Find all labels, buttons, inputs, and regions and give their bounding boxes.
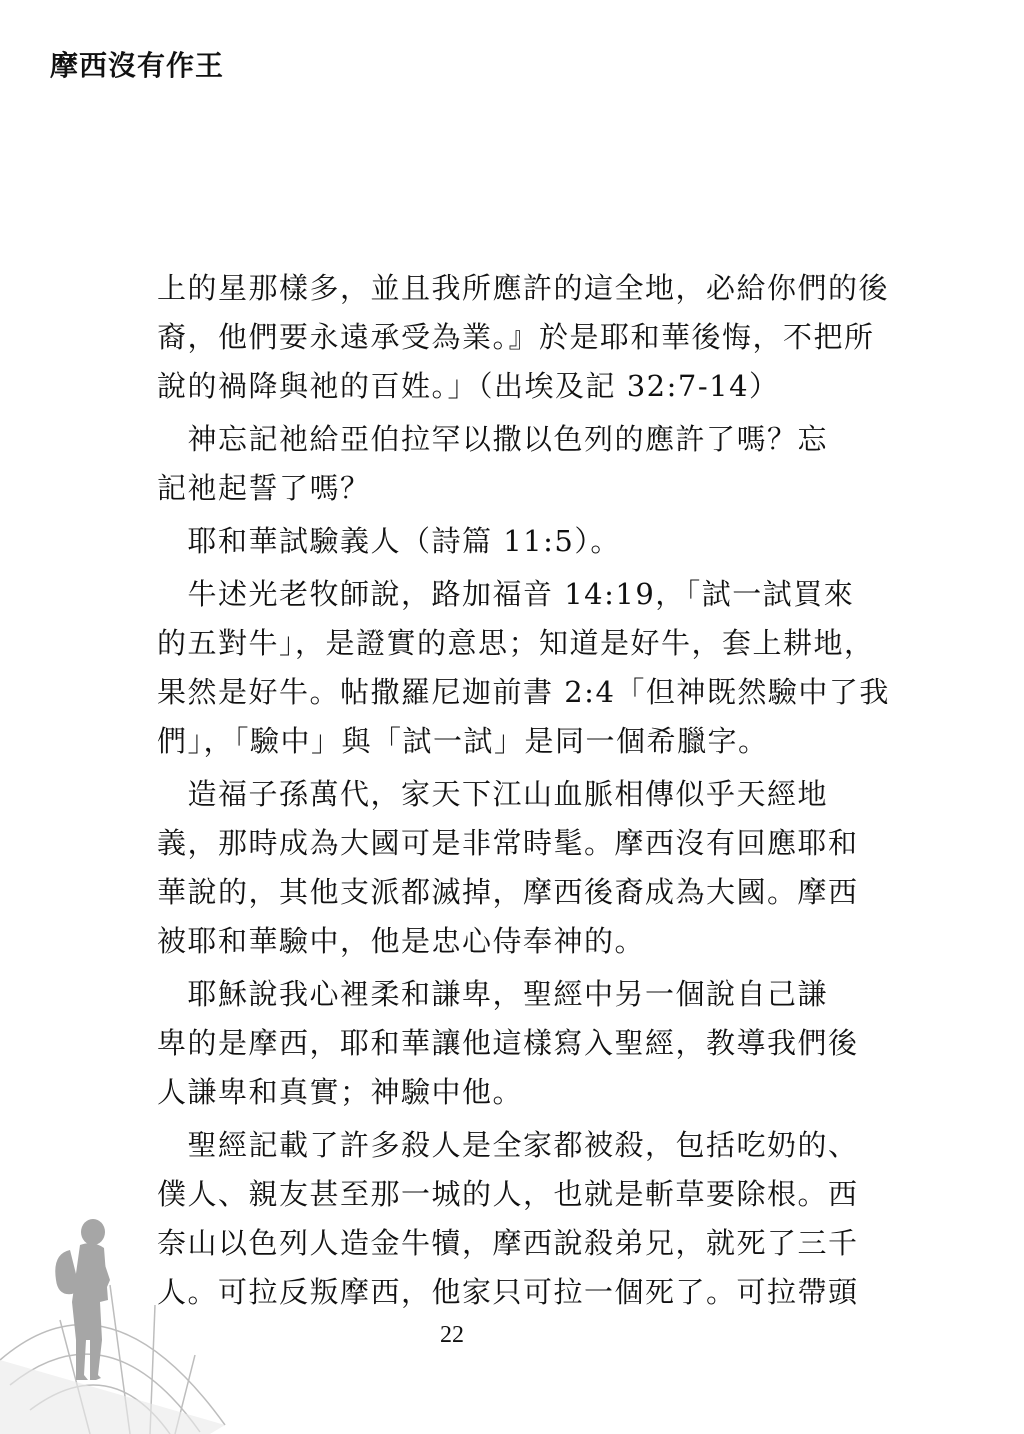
text-line: 裔，他們要永遠承受為業。』於是耶和華後悔，不把所	[157, 320, 875, 354]
body-text	[157, 264, 890, 1317]
paragraph	[157, 517, 857, 566]
text-line: 果然是好牛。帖撒羅尼迦前書 2:4「但神既然驗中了我	[157, 675, 890, 709]
text-line: 僕人、親友甚至那一城的人，也就是斬草要除根。西	[157, 1177, 859, 1211]
text-line: 們」，「驗中」與「試一試」是同一個希臘字。	[157, 724, 769, 758]
text-line: 神忘記祂給亞伯拉罕以撒以色列的應許了嗎？忘	[157, 422, 829, 456]
text-line: 牛述光老牧師說，路加福音 14:19，「試一試買來	[157, 577, 855, 611]
text-line: 耶穌說我心裡柔和謙卑，聖經中另一個說自己謙	[157, 977, 829, 1011]
paragraph	[157, 970, 857, 1117]
paragraph	[157, 1121, 857, 1317]
text-line: 義，那時成為大國可是非常時髦。摩西沒有回應耶和	[157, 826, 859, 860]
paragraph	[157, 415, 857, 513]
text-line: 造福子孫萬代，家天下江山血脈相傳似乎天經地	[157, 777, 829, 811]
text-line: 人。可拉反叛摩西，他家只可拉一個死了。可拉帶頭	[157, 1275, 859, 1309]
page-number: 22	[440, 1322, 464, 1348]
text-line: 人謙卑和真實；神驗中他。	[157, 1075, 524, 1109]
text-line: 上的星那樣多，並且我所應許的這全地，必給你們的後	[157, 271, 890, 305]
running-head-title: 摩西沒有作王	[50, 49, 225, 82]
paragraph	[157, 570, 890, 766]
text-line: 奈山以色列人造金牛犢，摩西說殺弟兄，就死了三千	[157, 1226, 859, 1260]
paragraph	[157, 264, 890, 411]
paragraph	[157, 770, 857, 966]
text-line: 卑的是摩西，耶和華讓他這樣寫入聖經，教導我們後	[157, 1026, 859, 1060]
hiker-silhouette-illustration	[0, 1210, 240, 1434]
text-line: 說的禍降與祂的百姓。」（出埃及記 32:7-14）	[157, 369, 780, 403]
text-line: 耶和華試驗義人（詩篇 11:5）。	[157, 524, 621, 558]
text-line: 的五對牛」，是證實的意思；知道是好牛，套上耕地，	[157, 626, 875, 660]
text-line: 被耶和華驗中，他是忠心侍奉神的。	[157, 924, 646, 958]
text-line: 華說的，其他支派都滅掉，摩西後裔成為大國。摩西	[157, 875, 859, 909]
text-line: 記祂起誓了嗎？	[157, 471, 371, 505]
text-line: 聖經記載了許多殺人是全家都被殺，包括吃奶的、	[157, 1128, 859, 1162]
globe-icon	[0, 1285, 225, 1434]
